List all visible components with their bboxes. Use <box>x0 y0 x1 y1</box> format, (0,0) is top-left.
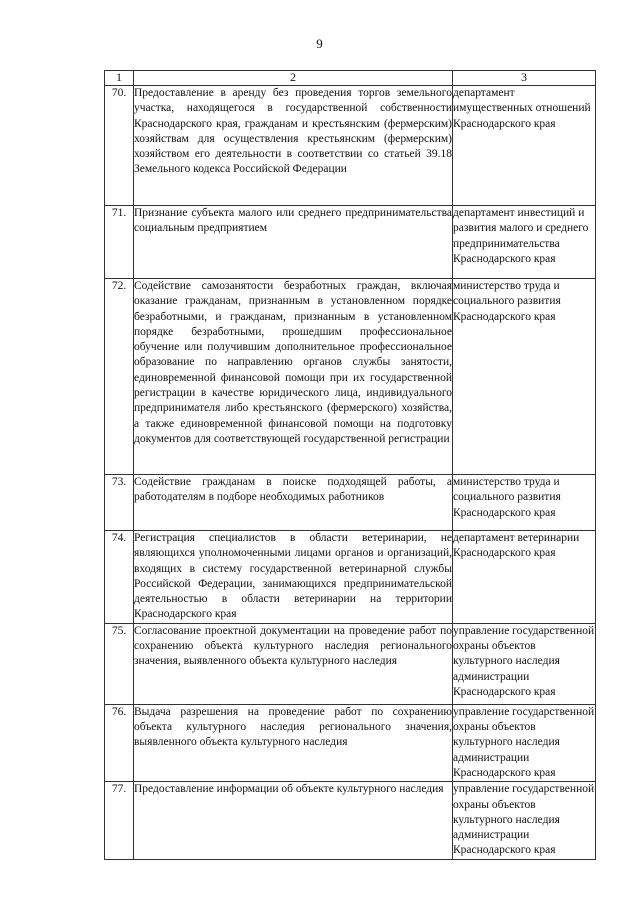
responsible-organ: управление государственной охраны объектов культурного наследия администрации Краснодарского края <box>453 704 596 781</box>
responsible-organ: департамент имущественных отношений Краснодарского края <box>453 86 596 206</box>
service-description: Признание субъекта малого или среднего предпринимательства социальным предприятием <box>134 206 453 279</box>
page-number: 9 <box>316 36 323 51</box>
responsible-organ: департамент инвестиций и развития малого и среднего предпринимательства Краснодарского края <box>453 206 596 279</box>
table-row <box>105 623 596 704</box>
service-description: Содействие самозанятости безработных граждан, включая оказание гражданам, признанным в установленном порядке безработными, и гражданам, признанным в установленном порядке безработными, прошедшим профессиональное обучение или получившим дополнительное профессиональное образование по направлению органов службы занятости, единовременной финансовой помощи при их государственной регистрации в качестве юридического лица, индивидуального предпринимателя либо крестьянского (фермерского) хозяйства, а также единовременной финансовой помощи на подготовку документов для соответствующей государственной регистрации <box>134 279 453 475</box>
table-row <box>105 86 596 206</box>
row-number: 76. <box>105 704 134 781</box>
responsible-organ: управление государственной охраны объектов культурного наследия администрации Краснодарского края <box>453 782 596 859</box>
row-number: 72. <box>105 279 134 475</box>
responsible-organ: министерство труда и социального развития Краснодарского края <box>453 279 596 475</box>
responsible-organ: управление государственной охраны объектов культурного наследия администрации Краснодарского края <box>453 623 596 704</box>
table-row <box>105 782 596 859</box>
table-row <box>105 206 596 279</box>
row-number: 70. <box>105 86 134 206</box>
service-description: Предоставление в аренду без проведения торгов земельного участка, находящегося в государственной собственности Краснодарского края, гражданам и крестьянским (фермерским) хозяйствам для осуществления крестьянским (фермерским) хозяйством его деятельности в соответствии со статьей 39.18 Земельного кодекса Российской Федерации <box>134 86 453 206</box>
column-header: 1 <box>105 71 134 86</box>
table-row <box>105 475 596 531</box>
row-number: 74. <box>105 531 134 624</box>
row-number: 71. <box>105 206 134 279</box>
row-number: 73. <box>105 475 134 531</box>
table-row <box>105 704 596 781</box>
column-header: 2 <box>134 71 453 86</box>
service-description: Выдача разрешения на проведение работ по сохранению объекта культурного наследия регионального значения, выявленного объекта культурного наследия <box>134 704 453 781</box>
column-header: 3 <box>453 71 596 86</box>
services-table <box>104 70 596 860</box>
service-description: Предоставление информации об объекте культурного наследия <box>134 782 453 859</box>
service-description: Регистрация специалистов в области ветеринарии, не являющихся уполномоченными лицами органов и организаций, входящих в систему государственной ветеринарной службы Российской Федерации, занимающихся предпринимательской деятельностью в области ветеринарии на территории Краснодарского края <box>134 531 453 624</box>
responsible-organ: министерство труда и социального развития Краснодарского края <box>453 475 596 531</box>
table-row <box>105 279 596 475</box>
table-row <box>105 531 596 624</box>
responsible-organ: департамент ветеринарии Краснодарского края <box>453 531 596 624</box>
row-number: 75. <box>105 623 134 704</box>
table-header-row <box>105 71 596 86</box>
service-description: Содействие гражданам в поиске подходящей работы, а работодателям в подборе необходимых работников <box>134 475 453 531</box>
service-description: Согласование проектной документации на проведение работ по сохранению объекта культурного наследия регионального значения, выявленного объекта культурного наследия <box>134 623 453 704</box>
row-number: 77. <box>105 782 134 859</box>
